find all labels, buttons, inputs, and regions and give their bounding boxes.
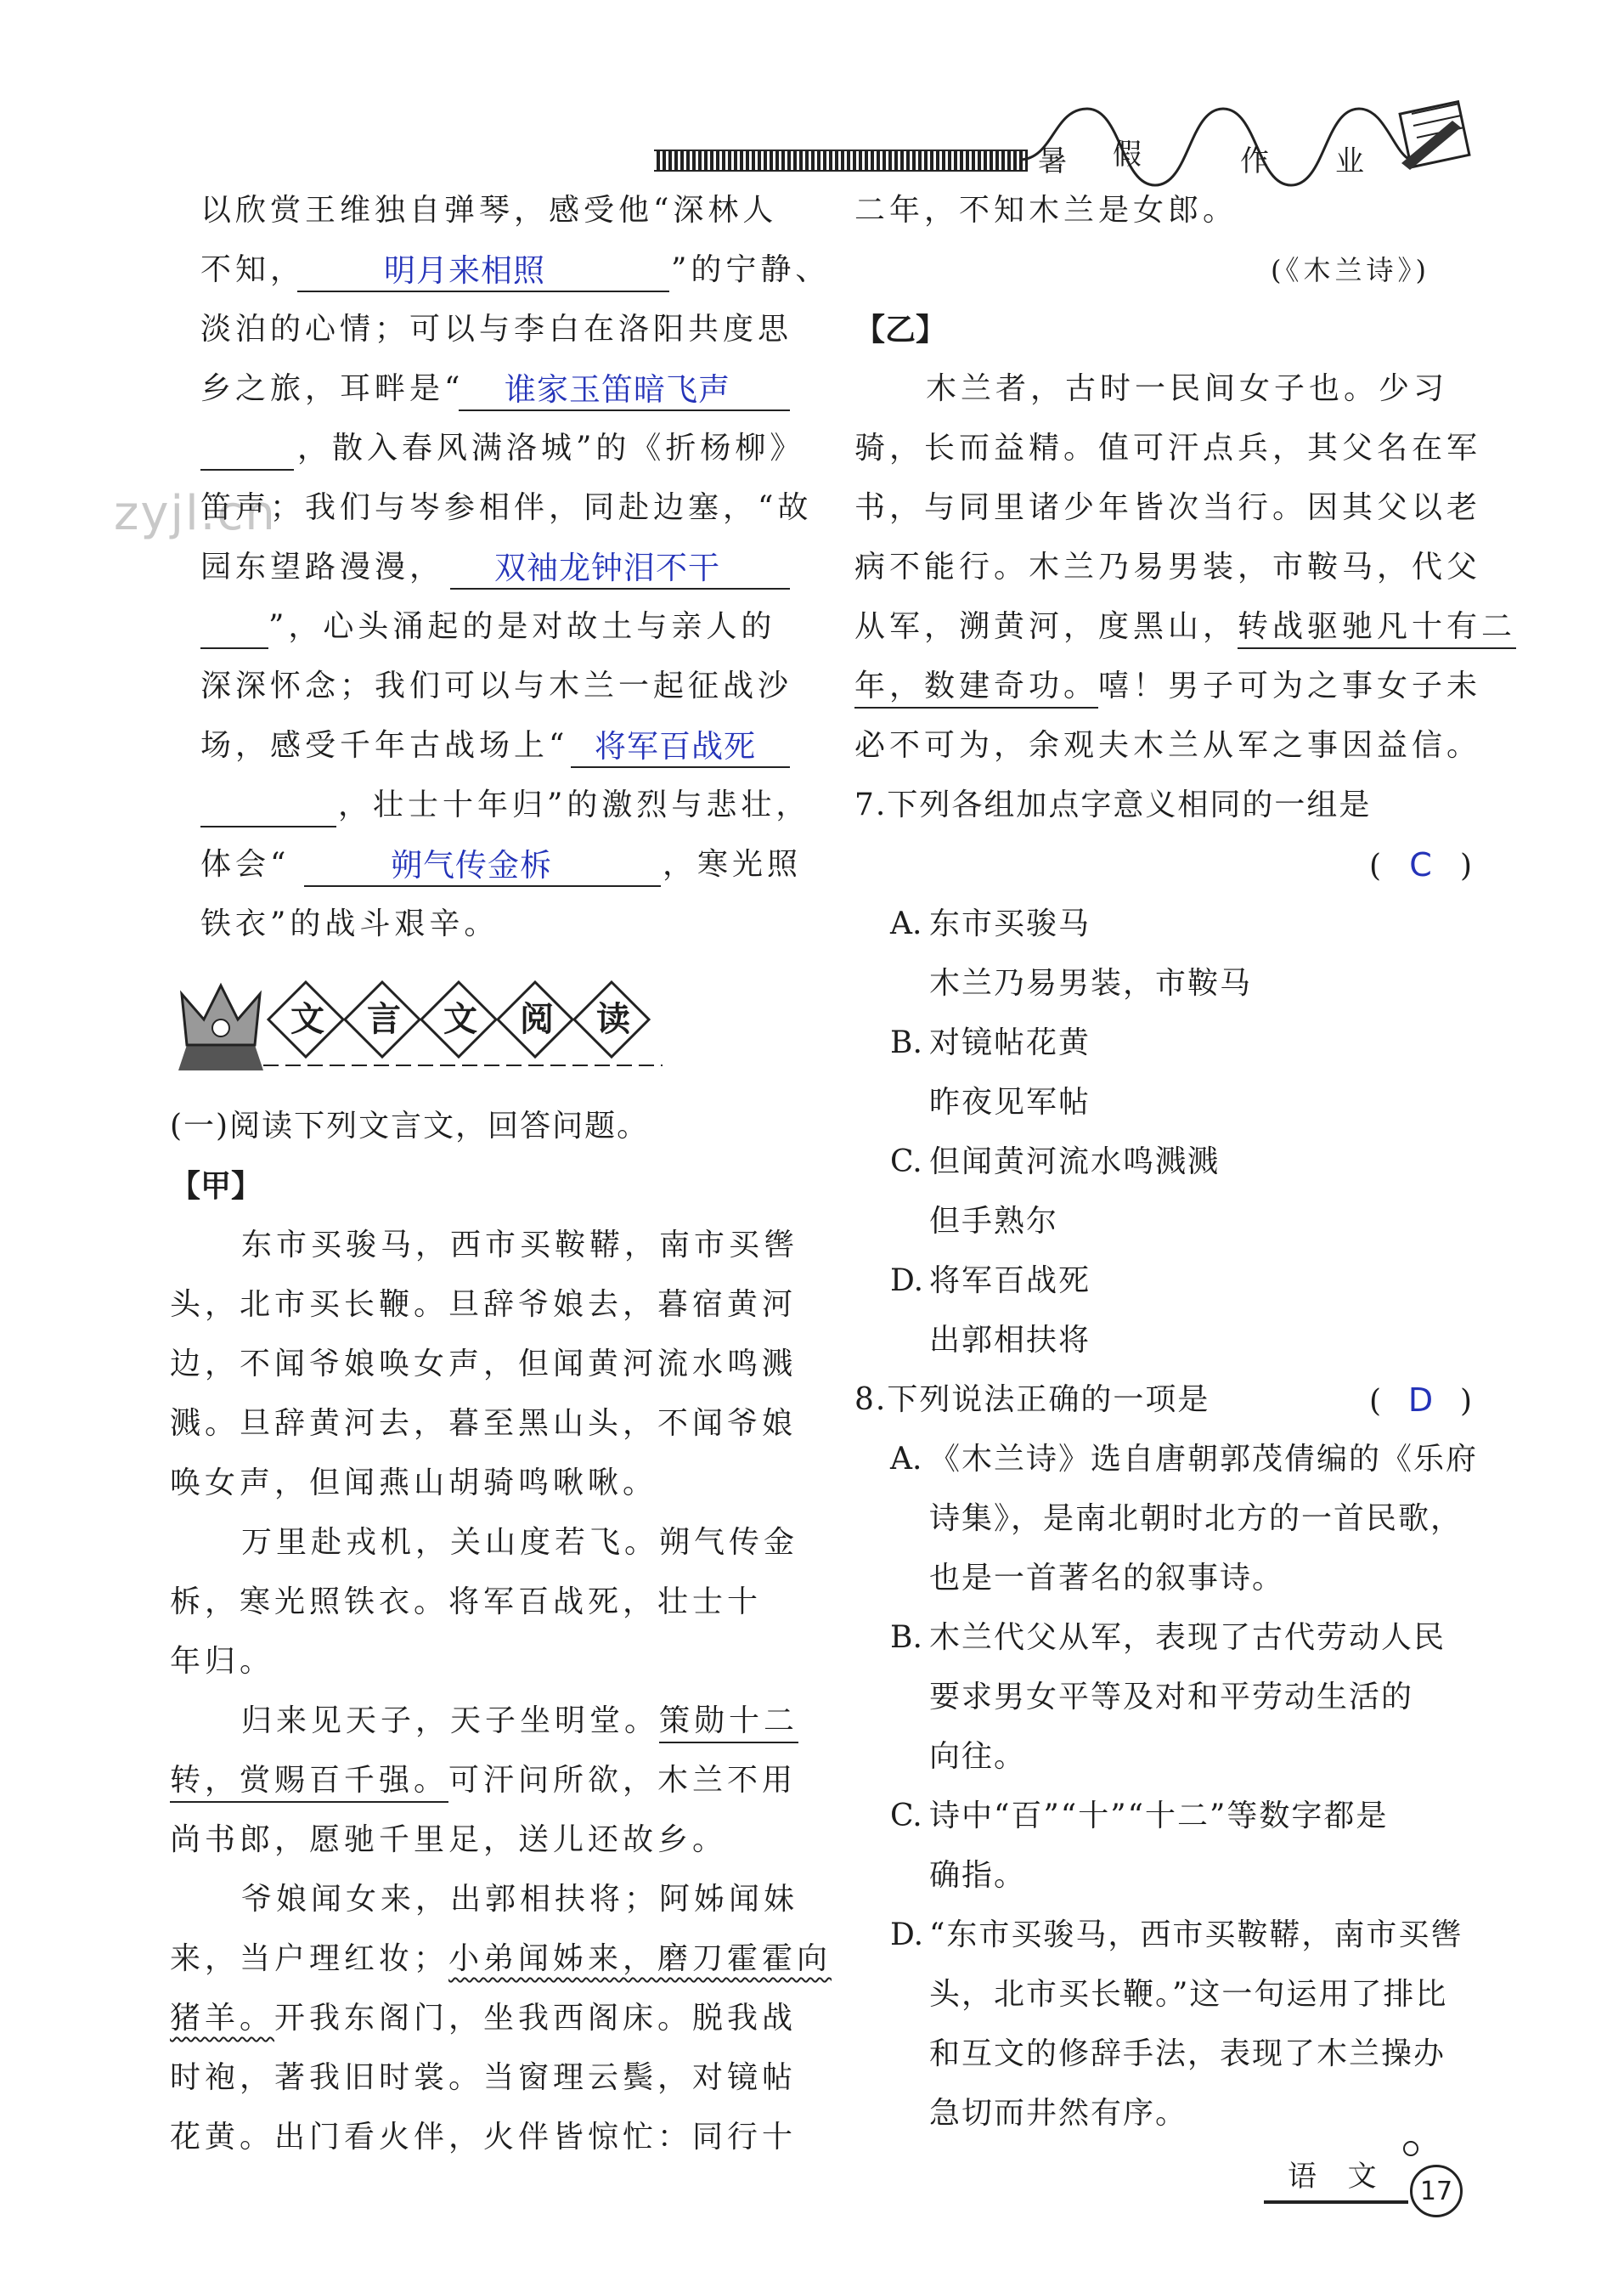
- text-line: ，壮士十年归”的激烈与悲壮，: [338, 788, 811, 822]
- header-char-3: 作: [1240, 144, 1273, 178]
- passage-line: 花黄。出门看火伴，火伴皆惊忙：同行十: [170, 2120, 798, 2155]
- header-char-1: 暑: [1038, 144, 1071, 178]
- option-text: 诗集》，是南北朝时北方的一首民歌，: [929, 1501, 1463, 1536]
- notebook-pencil-icon: [1393, 95, 1478, 177]
- answer-blank: [304, 885, 661, 887]
- text-line: 深深怀念；我们可以与木兰一起征战沙: [200, 669, 793, 703]
- passage-line: [854, 668, 1481, 705]
- answer-bracket: ( C ): [1369, 846, 1472, 884]
- passage-line: 东市买骏马，西市买鞍鞯，南市买辔: [241, 1228, 799, 1262]
- question-8: 8.下列说法正确的一项是: [854, 1382, 1210, 1417]
- passage-line: 书，与同里诸少年皆次当行。因其父以老: [854, 490, 1482, 525]
- answer-1: 明月来相照: [384, 252, 545, 289]
- option-text: 诗中“百”“十”“十二”等数字都是: [929, 1799, 1389, 1833]
- label-jia: 【甲】: [170, 1168, 262, 1204]
- passage-line: 尚书郎，愿驰千里足，送儿还故乡。: [170, 1822, 728, 1857]
- answer-blank: [571, 766, 790, 768]
- source-citation: (《木兰诗》): [1271, 254, 1430, 286]
- text-line: 铁衣”的战斗艰辛。: [200, 906, 499, 941]
- header-char-4: 业: [1335, 144, 1368, 178]
- answer-4: 将军百战死: [595, 728, 756, 765]
- passage-line: [241, 1703, 798, 1740]
- answer-blank: [297, 291, 669, 292]
- passage-line: 二年，不知木兰是女郎。: [854, 193, 1238, 228]
- crown-icon: [170, 969, 272, 1079]
- passage-line: 必不可为，余观夫木兰从军之事因益信。: [854, 728, 1482, 763]
- text-line: ，寒光照: [663, 847, 803, 882]
- passage-line: 爷娘闻女来，出郭相扶将；阿姊闻妹: [241, 1882, 799, 1917]
- passage-text: 从军，溯黄河，度黑山，: [854, 609, 1238, 644]
- text-line: 不知，: [200, 252, 306, 287]
- text-line: ，散入春风满洛城”的《折杨柳》: [297, 431, 805, 466]
- answer-blank: [459, 409, 790, 411]
- option-text: 木兰代父从军，表现了古代劳动人民: [929, 1620, 1446, 1655]
- option-label: C.: [890, 1799, 922, 1833]
- page-number: 17: [1419, 2176, 1453, 2206]
- underlined-text: 转战驱驰凡十有二: [1238, 609, 1516, 649]
- text-line: 场，感受千年古战场上“: [200, 728, 569, 763]
- passage-line: 时袍，著我旧时裳。当窗理云鬓，对镜帖: [170, 2060, 798, 2095]
- option-text: 头，北市买长鞭。”这一句运用了排比: [929, 1977, 1448, 2012]
- option-label: A.: [890, 1442, 922, 1477]
- q7-answer: C: [1409, 846, 1432, 884]
- footer-subject: 语 文: [1288, 2160, 1381, 2194]
- passage-text: 开我东阁门，坐我西阁床。脱我战: [274, 2001, 798, 2036]
- passage-line: [170, 1940, 832, 1978]
- passage-line: [170, 2000, 797, 2037]
- option-text: 向往。: [929, 1739, 1027, 1774]
- option-text: 要求男女平等及对和平劳动生活的: [929, 1680, 1414, 1714]
- watermark: zyjl.cn: [114, 486, 277, 541]
- passage-line: 病不能行。木兰乃易男装，市鞍马，代父: [854, 550, 1482, 585]
- passage-line: 木兰者，古时一民间女子也。少习: [926, 371, 1449, 406]
- q8-answer: D: [1407, 1381, 1434, 1419]
- option-text: 东市买骏马: [929, 906, 1091, 941]
- reading-intro: (一)阅读下列文言文，回答问题。: [170, 1109, 650, 1144]
- option-label: D.: [890, 1917, 924, 1952]
- section-title-char: 言: [367, 999, 405, 1039]
- option-text: 木兰乃易男装，市鞍马: [929, 966, 1253, 1001]
- answer-bracket: ( D ): [1369, 1381, 1472, 1419]
- answer-2: 谁家玉笛暗飞声: [505, 371, 730, 408]
- option-text: 对镜帖花黄: [929, 1025, 1091, 1060]
- option-label: B.: [890, 1620, 922, 1655]
- passage-text: 可汗问所欲，木兰不用: [448, 1763, 798, 1798]
- text-line: ”，心头涌起的是对故土与亲人的: [268, 609, 776, 644]
- underlined-text: 年，数建奇功。: [854, 669, 1098, 709]
- option-text: 出郭相扶将: [929, 1323, 1091, 1358]
- underlined-text: 转，赏赐百千强。: [170, 1763, 448, 1803]
- text-line: ”的宁静、: [671, 252, 831, 287]
- passage-line: [170, 1762, 797, 1799]
- text-line: 淡泊的心情；可以与李白在洛阳共度思: [200, 312, 793, 347]
- answer-blank: [200, 647, 268, 649]
- text-line: 体会“: [200, 847, 290, 882]
- option-text: 也是一首著名的叙事诗。: [929, 1561, 1285, 1595]
- passage-line: 年归。: [170, 1644, 275, 1679]
- option-label: C.: [890, 1144, 922, 1179]
- header-char-2: 假: [1113, 138, 1146, 172]
- page-number-badge: [1410, 2165, 1463, 2217]
- answer-3: 双袖龙钟泪不干: [494, 550, 720, 586]
- wavy-underlined-text: 小弟闻姊来，磨刀霍霍向: [448, 1941, 832, 1976]
- section-title-char: 阅: [520, 999, 558, 1039]
- text-line: 笛声；我们与岑参相伴，同赴边塞，“故: [200, 490, 813, 525]
- option-label: A.: [890, 906, 922, 941]
- answer-5: 朔气传金柝: [391, 847, 552, 884]
- option-text: 昨夜见军帖: [929, 1085, 1091, 1120]
- answer-blank: [200, 826, 336, 827]
- option-label: D.: [890, 1263, 924, 1298]
- passage-line: [854, 608, 1516, 646]
- wavy-underlined-text: 猪羊。: [170, 2001, 275, 2036]
- section-title-char: 读: [596, 999, 634, 1039]
- footer-rule: [1264, 2200, 1408, 2204]
- question-7: 7.下列各组加点字意义相同的一组是: [854, 788, 1372, 822]
- passage-line: 骑，长而益精。值可汗点兵，其父名在军: [854, 431, 1482, 466]
- option-text: 但手熟尔: [929, 1204, 1059, 1239]
- option-text: 和互文的修辞手法，表现了木兰操办: [929, 2036, 1446, 2071]
- small-circle-decoration: [1403, 2141, 1418, 2156]
- passage-text: 嘻！男子可为之事女子未: [1098, 669, 1482, 703]
- passage-line: 边，不闻爷娘唤女声，但闻黄河流水鸣溅: [170, 1347, 798, 1381]
- text-line: 以欣赏王维独自弹琴，感受他“深林人: [200, 193, 778, 228]
- underlined-text: 策勋十二: [659, 1703, 798, 1743]
- option-text: 确指。: [929, 1858, 1027, 1893]
- option-text: 急切而井然有序。: [929, 2096, 1188, 2131]
- text-line: 乡之旅，耳畔是“: [200, 371, 465, 406]
- passage-text: 归来见天子，天子坐明堂。: [241, 1703, 660, 1738]
- option-text: 《木兰诗》选自唐朝郭茂倩编的《乐府: [929, 1442, 1479, 1477]
- text-line: 园东望路漫漫，: [200, 550, 445, 585]
- film-strip-decoration: [654, 150, 1028, 172]
- section-title-char: 文: [290, 999, 329, 1039]
- passage-text: 来，当户理红妆；: [170, 1941, 449, 1976]
- option-text: 但闻黄河流水鸣溅溅: [929, 1144, 1221, 1179]
- label-yi: 【乙】: [854, 312, 947, 347]
- passage-line: 溅。旦辞黄河去，暮至黑山头，不闻爷娘: [170, 1406, 798, 1441]
- passage-line: 万里赴戎机，关山度若飞。朔气传金: [241, 1525, 799, 1560]
- option-text: “东市买骏马，西市买鞍鞯，南市买辔: [929, 1917, 1463, 1952]
- section-title-char: 文: [443, 999, 482, 1039]
- passage-line: 头，北市买长鞭。旦辞爷娘去，暮宿黄河: [170, 1287, 798, 1322]
- passage-line: 柝，寒光照铁衣。将军百战死，壮士十: [170, 1584, 763, 1619]
- answer-blank: [450, 588, 790, 590]
- answer-blank: [200, 469, 294, 471]
- passage-line: 唤女声，但闻燕山胡骑鸣啾啾。: [170, 1466, 658, 1500]
- option-label: B.: [890, 1025, 922, 1060]
- option-text: 将军百战死: [929, 1263, 1091, 1298]
